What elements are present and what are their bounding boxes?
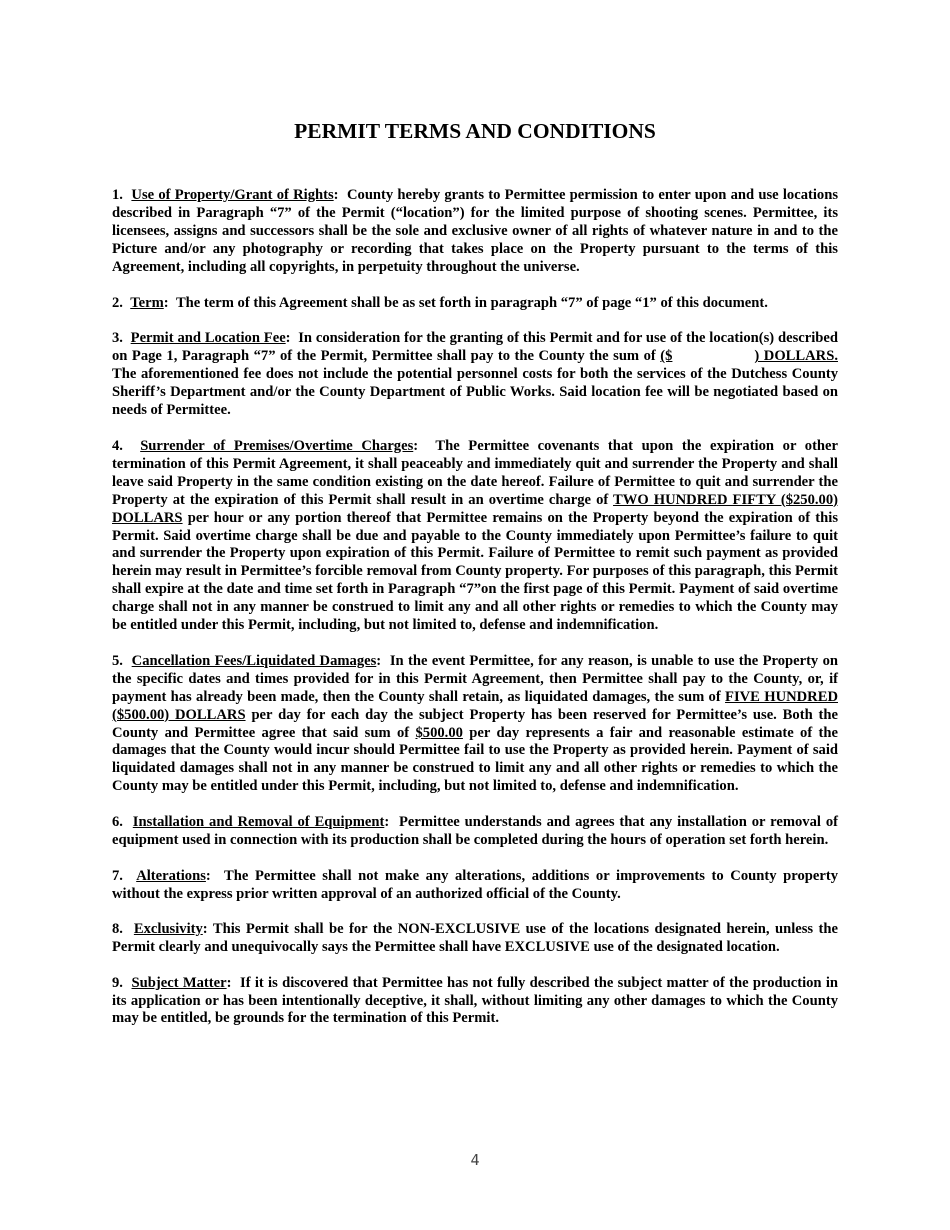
section-text: per hour or any portion thereof that Permittee remains on the Property beyond the expiration of this Permit. Said overtime charge shall be due and payable to the County immediately upon Permittee’s failure to quit and surrender the Property upon expiration of this Permit. Failure of Permittee to remit such payment as provided herein may result in Permittee’s forcible removal from County property. For purposes of this paragraph, this Permit shall expire at the date and time set forth in Paragraph “7”on the first page of this Permit. Payment of said overtime charge shall not in any manner be construed to limit any and all other rights or remedies to which the County may be entitled under this Permit, including, but not limited to, defense and indemnification. — [112, 509, 839, 634]
section-text: If it is discovered that Permittee has not fully described the subject matter of the production in its application or has been intentionally deceptive, it shall, without limiting any other damages to which the County may be entitled, be grounds for the termination of this Permit. — [112, 974, 838, 1027]
section-3: 3. Permit and Location Fee: In consideration for the granting of this Permit and for use of the location(s) described on Page 1, Paragraph “7” of the Permit, Permittee shall pay to the County the sum of ($ ) DOLLARS. The aforementioned fee does not include the potential personnel costs for both the services of the Dutchess County Sheriff’s Department and/or the County Department of Public Works. Said location fee will be negotiated based on needs of Permittee. — [112, 330, 838, 419]
section-9: 9. Subject Matter: If it is discovered that Permittee has not fully described the subject matter of the production in its application or has been intentionally deceptive, it shall, without limiting any other damages to which the County may be entitled, be grounds for the termination of this Permit. — [112, 974, 838, 1027]
section-heading: Term — [130, 294, 164, 311]
section-7: 7. Alterations: The Permittee shall not make any alterations, additions or improvements to County property without the express prior written approval of an authorized official of the County. — [112, 868, 838, 902]
section-4: 4. Surrender of Premises/Overtime Charges: The Permittee covenants that upon the expiration or other termination of this Permit Agreement, it shall peaceably and immediately quit and surrender the Property and shall leave said Property in the same condition existing on the date hereof. Failure of Permittee to quit and surrender the Property at the expiration of this Permit shall result in an overtime charge of TWO HUNDRED FIFTY ($250.00) DOLLARS per hour or any portion thereof that Permittee remains on the Property beyond the expiration of this Permit. Said overtime charge shall be due and payable to the County immediately upon Permittee’s failure to quit and surrender the Property upon expiration of this Permit. Failure of Permittee to remit such payment as provided herein may result in Permittee’s forcible removal from County property. For purposes of this paragraph, this Permit shall expire at the date and time set forth in Paragraph “7”on the first page of this Permit. Payment of said overtime charge shall not in any manner be construed to limit any and all other rights or remedies to which the County may be entitled under this Permit, including, but not limited to, defense and indemnification. — [112, 437, 839, 634]
fee-prefix: ($ — [660, 348, 673, 365]
section-number: 7. — [112, 868, 123, 884]
section-number: 3. — [112, 330, 123, 347]
section-text: The Permittee shall not make any alterations, additions or improvements to County property without the express prior written approval of an authorized official of the County. — [112, 868, 838, 902]
section-number: 2. — [112, 294, 123, 311]
section-heading: Use of Property/Grant of Rights — [131, 187, 334, 203]
section-number: 9. — [112, 974, 123, 991]
section-1: 1. Use of Property/Grant of Rights: County hereby grants to Permittee permission to enter upon and use locations described in Paragraph “7” of the Permit (“location”) for the limited purpose of shooting scenes. Permittee, its licensees, assigns and successors shall be the sole and exclusive owner of all rights of whatever nature in and to the Picture and/or any photography or recording that takes place on the Property pursuant to the terms of this Agreement, including all copyrights, in perpetuity throughout the universe. — [112, 187, 838, 275]
section-heading: Alterations — [136, 868, 206, 884]
page-title: PERMIT TERMS AND CONDITIONS — [294, 119, 656, 143]
section-text: In the event Permittee, for any reason, is unable to use the Property on the specific dates and times provided for in this Permit Agreement, then Permittee shall pay to the County, or, if payment has already been made, then the County shall retain, as liquidated damages, the sum of — [112, 652, 838, 705]
section-heading: Exclusivity — [133, 920, 203, 937]
fee-suffix: ) DOLLARS. — [754, 348, 838, 365]
section-text: County hereby grants to Permittee permission to enter upon and use locations described in Paragraph “7” of the Permit (“location”) for the limited purpose of shooting scenes. Permittee, its licensees, assigns and successors shall be the sole and exclusive owner of all rights of whatever nature in and to the Picture and/or any photography or recording that takes place on the Property pursuant to the terms of this Agreement, including all copyrights, in perpetuity throughout the universe. — [112, 187, 838, 275]
section-heading: Surrender of Premises/Overtime Charges — [140, 437, 414, 454]
section-heading: Subject Matter — [131, 974, 227, 991]
page-number: 4 — [470, 1151, 480, 1169]
overtime-amount: TWO HUNDRED FIFTY ($250.00) DOLLARS — [112, 491, 838, 526]
damages-amount-short: $500.00 — [415, 724, 463, 741]
section-text: The aforementioned fee does not include the potential personnel costs for both the services of the Dutchess County Sheriff’s Department and/or the County Department of Public Works. Said location fee will be negotiated based on needs of Permittee. — [112, 366, 838, 419]
section-heading: Permit and Location Fee — [130, 330, 286, 347]
fee-amount-blank — [660, 348, 838, 364]
section-text: per day for each day the subject Property has been reserved for Permittee’s use. Both the County and Permittee agree that said sum of — [112, 706, 838, 741]
section-heading: Installation and Removal of Equipment — [132, 814, 385, 831]
section-heading: Cancellation Fees/Liquidated Damages — [131, 652, 377, 669]
section-text: per day represents a fair and reasonable estimate of the damages that the County would incur should Permittee fail to use the Property as provided herein. Payment of said liquidated damages shall not in any manner be construed to limit any and all other rights or remedies to which the County may be entitled under this Permit, including, but not limited to, defense and indemnification. — [112, 724, 839, 795]
section-number: 6. — [112, 814, 123, 831]
terms-body — [112, 187, 838, 1046]
section-number: 5. — [112, 652, 123, 669]
section-number: 8. — [112, 920, 123, 937]
section-text: This Permit shall be for the NON-EXCLUSIVE use of the locations designated herein, unless the Permit clearly and unequivocally says the Permittee shall have EXCLUSIVE use of the designated location. — [112, 920, 839, 955]
section-2: 2. Term: The term of this Agreement shall be as set forth in paragraph “7” of page “1” of this document. — [112, 294, 768, 311]
section-number: 1. — [112, 187, 123, 203]
section-number: 4. — [112, 437, 123, 454]
section-text: Permittee understands and agrees that any installation or removal of equipment used in connection with its production shall be completed during the hours of operation set forth herein. — [112, 814, 838, 849]
section-8: 8. Exclusivity: This Permit shall be for the NON-EXCLUSIVE use of the locations designated herein, unless the Permit clearly and unequivocally says the Permittee shall have EXCLUSIVE use of the designated location. — [112, 920, 839, 955]
damages-amount: FIVE HUNDRED ($500.00) DOLLARS — [112, 688, 838, 723]
section-text: The Permittee covenants that upon the expiration or other termination of this Permit Agreement, it shall peaceably and immediately quit and surrender the Property and shall leave said Property in the same condition existing on the date hereof. Failure of Permittee to quit and surrender the Property at the expiration of this Permit shall result in an overtime charge of — [112, 437, 838, 508]
section-text: The term of this Agreement shall be as set forth in paragraph “7” of page “1” of this document. — [175, 294, 768, 311]
section-6: 6. Installation and Removal of Equipment: Permittee understands and agrees that any installation or removal of equipment used in connection with its production shall be completed during the hours of operation set forth herein. — [112, 814, 838, 849]
section-5: 5. Cancellation Fees/Liquidated Damages: In the event Permittee, for any reason, is unable to use the Property on the specific dates and times provided for in this Permit Agreement, then Permittee shall pay to the County, or, if payment has already been made, then the County shall retain, as liquidated damages, the sum of FIVE HUNDRED ($500.00) DOLLARS per day for each day the subject Property has been reserved for Permittee’s use. Both the County and Permittee agree that said sum of $500.00 per day represents a fair and reasonable estimate of the damages that the County would incur should Permittee fail to use the Property as provided herein. Payment of said liquidated damages shall not in any manner be construed to limit any and all other rights or remedies to which the County may be entitled under this Permit, including, but not limited to, defense and indemnification. — [112, 652, 839, 795]
section-text: In consideration for the granting of this Permit and for use of the location(s) described on Page 1, Paragraph “7” of the Permit, Permittee shall pay to the County the sum of — [112, 330, 838, 365]
